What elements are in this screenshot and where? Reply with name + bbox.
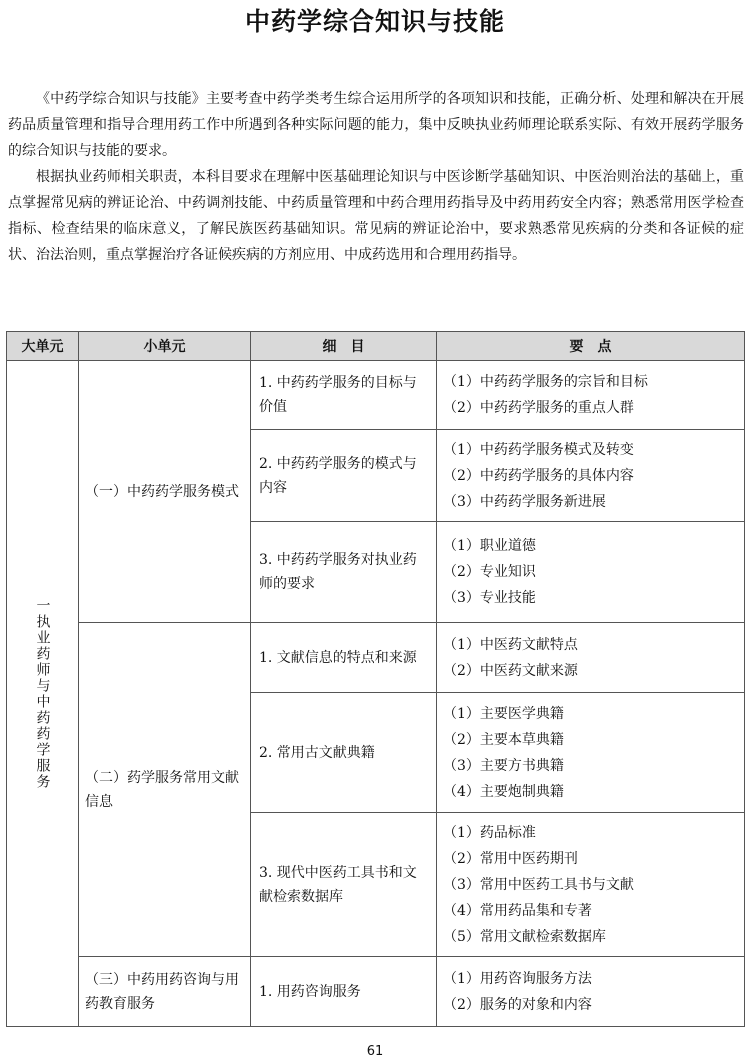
point: （2）主要本草典籍 [443, 731, 564, 748]
point: （2）服务的对象和内容 [443, 996, 592, 1013]
item-cell: 2. 中药药学服务的模式与内容 [251, 430, 437, 522]
point: （2）中药药学服务的具体内容 [443, 467, 634, 484]
point: （1）主要医学典籍 [443, 705, 564, 722]
point: （1）职业道德 [443, 538, 536, 554]
point: （2）专业知识 [443, 564, 536, 580]
minor-unit-1: （一）中药药学服务模式 [79, 361, 251, 623]
point: （4）主要炮制典籍 [443, 783, 564, 800]
item-cell: 1. 中药药学服务的目标与价值 [251, 361, 437, 430]
header-minor-unit: 小单元 [79, 332, 251, 361]
item-cell: 1. 用药咨询服务 [251, 957, 437, 1027]
points-cell [437, 813, 745, 957]
point: （4）常用药品集和专著 [443, 902, 592, 919]
syllabus-table [6, 331, 745, 1027]
intro-paragraph-2: 根据执业药师相关职责，本科目要求在理解中医基础理论知识与中医诊断学基础知识、中医治则治法的基础上，重点掌握常见病的辨证论治、中药调剂技能、中药质量管理和中药合理用药指导及中药用药安全内容；熟悉常用医学检查指标、检查结果的临床意义，了解民族医药基础知识。常见病的辨证论治中，要求熟悉常见疾病的分类和各证候的症状、治法治则，重点掌握治疗各证候疾病的方剂应用、中成药选用和合理用药指导。 [8, 169, 744, 263]
points-cell [437, 522, 745, 623]
table-row [7, 957, 745, 1027]
table-row [7, 361, 745, 430]
major-unit-cell: 一执业药师与中药药学服务 [7, 361, 79, 1027]
points-cell [437, 623, 745, 693]
points-cell [437, 361, 745, 430]
item-cell: 3. 中药药学服务对执业药师的要求 [251, 522, 437, 623]
point: （3）中药药学服务新进展 [443, 493, 606, 510]
page-number: 61 [366, 1044, 384, 1059]
point: （1）中药药学服务的宗旨和目标 [443, 374, 648, 390]
table-header-row [7, 332, 745, 361]
table-row [7, 623, 745, 693]
points-cell [437, 693, 745, 813]
point: （2）中医药文献来源 [443, 662, 578, 679]
item-cell: 3. 现代中医药工具书和文献检索数据库 [251, 813, 437, 957]
header-major-unit: 大单元 [7, 332, 79, 361]
header-points: 要 点 [437, 332, 745, 361]
item-cell: 2. 常用古文献典籍 [251, 693, 437, 813]
point: （1）用药咨询服务方法 [443, 970, 592, 987]
point: （1）中药药学服务模式及转变 [443, 441, 634, 458]
point: （1）中医药文献特点 [443, 636, 578, 653]
point: （3）主要方书典籍 [443, 757, 564, 774]
header-item: 细 目 [251, 332, 437, 361]
point: （1）药品标准 [443, 824, 536, 841]
point: （5）常用文献检索数据库 [443, 928, 606, 945]
intro-paragraph-1: 《中药学综合知识与技能》主要考查中药学类考生综合运用所学的各项知识和技能，正确分析、处理和解决在开展药品质量管理和指导合理用药工作中所遇到各种实际问题的能力，集中反映执业药师理论联系实际、有效开展药学服务的综合知识与技能的要求。 [8, 91, 744, 159]
page-title: 中药学综合知识与技能 [244, 7, 505, 36]
point: （3）常用中医药工具书与文献 [443, 876, 634, 893]
points-cell [437, 957, 745, 1027]
point: （2）中药药学服务的重点人群 [443, 400, 634, 416]
points-cell [437, 430, 745, 522]
point: （3）专业技能 [443, 590, 536, 606]
intro-text [8, 86, 744, 268]
minor-unit-2: （二）药学服务常用文献信息 [79, 623, 251, 957]
minor-unit-3: （三）中药用药咨询与用药教育服务 [79, 957, 251, 1027]
point: （2）常用中医药期刊 [443, 850, 578, 867]
item-cell: 1. 文献信息的特点和来源 [251, 623, 437, 693]
